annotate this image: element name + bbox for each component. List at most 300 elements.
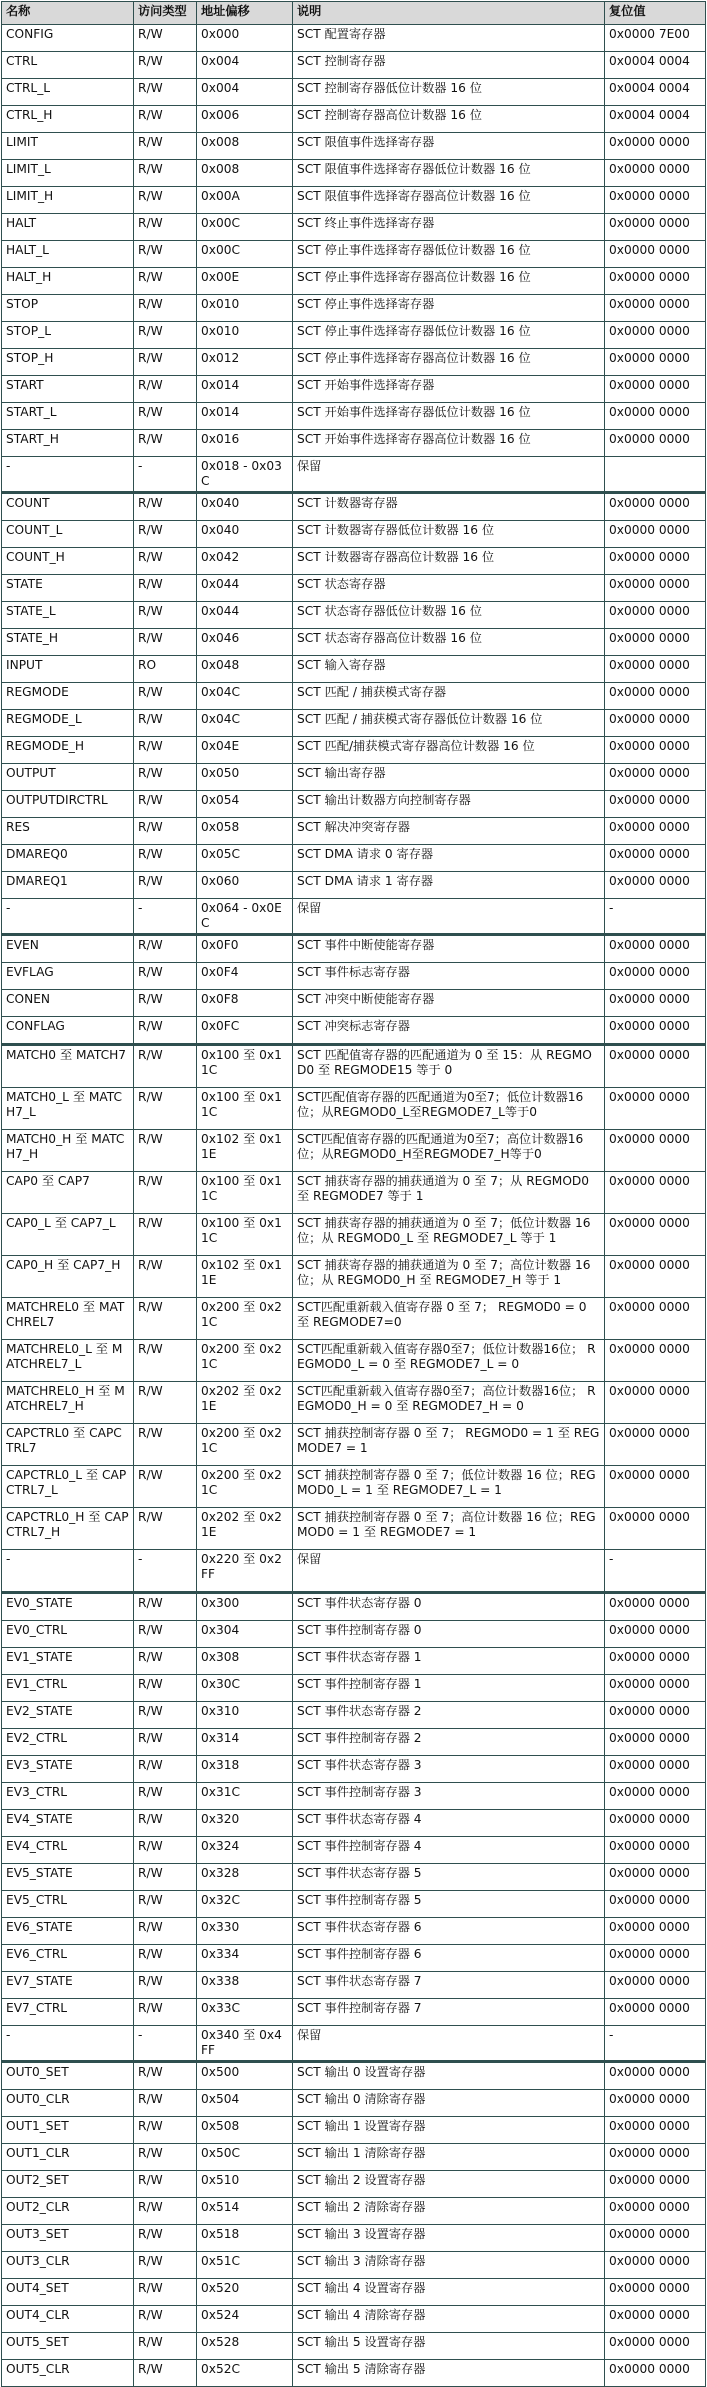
access-type-cell: R/W: [134, 737, 197, 764]
address-offset-cell: 0x054: [197, 791, 293, 818]
address-offset-cell: 0x044: [197, 575, 293, 602]
reset-value-cell: 0x0000 0000: [605, 1972, 706, 1999]
description-cell: 保留: [293, 1550, 605, 1593]
register-name-cell: CAP0_L 至 CAP7_L: [2, 1214, 134, 1256]
table-row: [2, 1593, 706, 1621]
table-row: [2, 2279, 706, 2306]
access-type-cell: R/W: [134, 1508, 197, 1550]
reset-value-cell: 0x0000 0000: [605, 322, 706, 349]
address-offset-cell: 0x04C: [197, 710, 293, 737]
register-name-cell: CTRL_L: [2, 79, 134, 106]
access-type-cell: R/W: [134, 1648, 197, 1675]
register-name-cell: EVFLAG: [2, 963, 134, 990]
table-row: [2, 818, 706, 845]
register-name-cell: CONEN: [2, 990, 134, 1017]
address-offset-cell: 0x04E: [197, 737, 293, 764]
reset-value-cell: 0x0000 0000: [605, 1340, 706, 1382]
address-offset-cell: 0x200 至 0x21C: [197, 1424, 293, 1466]
table-row: [2, 990, 706, 1017]
table-row: [2, 1810, 706, 1837]
access-type-cell: R/W: [134, 791, 197, 818]
address-offset-cell: 0x200 至 0x21C: [197, 1466, 293, 1508]
table-row: [2, 133, 706, 160]
description-cell: SCT 冲突中断使能寄存器: [293, 990, 605, 1017]
description-cell: SCT 匹配值寄存器的匹配通道为 0 至 15：从 REGMOD0 至 REGMODE15 等于 0: [293, 1045, 605, 1088]
access-type-cell: R/W: [134, 160, 197, 187]
address-offset-cell: 0x30C: [197, 1675, 293, 1702]
table-row: [2, 295, 706, 322]
address-offset-cell: 0x008: [197, 133, 293, 160]
table-header: [2, 2, 706, 25]
reset-value-cell: 0x0000 0000: [605, 1621, 706, 1648]
register-name-cell: CAPCTRL0_L 至 CAPCTRL7_L: [2, 1466, 134, 1508]
description-cell: SCT 配置寄存器: [293, 25, 605, 52]
access-type-cell: R/W: [134, 602, 197, 629]
access-type-cell: R/W: [134, 493, 197, 521]
address-offset-cell: 0x52C: [197, 2360, 293, 2387]
access-type-cell: R/W: [134, 1382, 197, 1424]
table-row: [2, 548, 706, 575]
table-row: [2, 2090, 706, 2117]
access-type-cell: R/W: [134, 2252, 197, 2279]
reset-value-cell: 0x0000 0000: [605, 1045, 706, 1088]
table-row: [2, 1972, 706, 1999]
address-offset-cell: 0x51C: [197, 2252, 293, 2279]
access-type-cell: R/W: [134, 52, 197, 79]
address-offset-cell: 0x004: [197, 79, 293, 106]
table-row: [2, 1340, 706, 1382]
register-name-cell: EV3_CTRL: [2, 1783, 134, 1810]
table-row: [2, 683, 706, 710]
address-offset-cell: 0x200 至 0x21C: [197, 1340, 293, 1382]
access-type-cell: R/W: [134, 133, 197, 160]
address-offset-cell: 0x50C: [197, 2144, 293, 2171]
description-cell: SCT 捕获寄存器的捕获通道为 0 至 7；从 REGMOD0 至 REGMODE7 等于 1: [293, 1172, 605, 1214]
description-cell: SCT 事件状态寄存器 2: [293, 1702, 605, 1729]
register-name-cell: OUT1_SET: [2, 2117, 134, 2144]
table-row: [2, 1017, 706, 1045]
address-offset-cell: 0x33C: [197, 1999, 293, 2026]
reset-value-cell: 0x0000 0000: [605, 1017, 706, 1045]
reset-value-cell: 0x0000 0000: [605, 548, 706, 575]
description-cell: SCT 输入寄存器: [293, 656, 605, 683]
table-row: [2, 1891, 706, 1918]
access-type-cell: R/W: [134, 963, 197, 990]
access-type-cell: R/W: [134, 575, 197, 602]
access-type-cell: R/W: [134, 1999, 197, 2026]
description-cell: SCT 停止事件选择寄存器低位计数器 16 位: [293, 241, 605, 268]
reset-value-cell: 0x0000 0000: [605, 1729, 706, 1756]
description-cell: SCT 事件状态寄存器 5: [293, 1864, 605, 1891]
register-name-cell: OUT0_SET: [2, 2062, 134, 2090]
table-row: [2, 899, 706, 935]
reset-value-cell: 0x0000 0000: [605, 872, 706, 899]
address-offset-cell: 0x010: [197, 295, 293, 322]
address-offset-cell: 0x200 至 0x21C: [197, 1298, 293, 1340]
description-cell: SCT 停止事件选择寄存器低位计数器 16 位: [293, 322, 605, 349]
reset-value-cell: 0x0000 0000: [605, 1999, 706, 2026]
description-cell: SCT 匹配/捕获模式寄存器高位计数器 16 位: [293, 737, 605, 764]
table-row: [2, 872, 706, 899]
description-cell: SCT 输出 0 设置寄存器: [293, 2062, 605, 2090]
table-row: [2, 2360, 706, 2387]
address-offset-cell: 0x040: [197, 521, 293, 548]
register-name-cell: EV2_STATE: [2, 1702, 134, 1729]
register-name-cell: OUT5_CLR: [2, 2360, 134, 2387]
access-type-cell: R/W: [134, 2198, 197, 2225]
register-name-cell: EV5_CTRL: [2, 1891, 134, 1918]
reset-value-cell: 0x0000 0000: [605, 1382, 706, 1424]
table-row: [2, 2144, 706, 2171]
reset-value-cell: 0x0000 0000: [605, 2333, 706, 2360]
access-type-cell: R/W: [134, 403, 197, 430]
access-type-cell: R/W: [134, 2306, 197, 2333]
access-type-cell: R/W: [134, 376, 197, 403]
description-cell: SCT 事件状态寄存器 0: [293, 1593, 605, 1621]
access-type-cell: R/W: [134, 1172, 197, 1214]
description-cell: SCT 停止事件选择寄存器高位计数器 16 位: [293, 349, 605, 376]
table-row: [2, 52, 706, 79]
register-name-cell: MATCHREL0_L 至 MATCHREL7_L: [2, 1340, 134, 1382]
description-cell: SCT 事件状态寄存器 1: [293, 1648, 605, 1675]
register-name-cell: OUT3_CLR: [2, 2252, 134, 2279]
address-offset-cell: 0x304: [197, 1621, 293, 1648]
access-type-cell: R/W: [134, 106, 197, 133]
table-row: [2, 1756, 706, 1783]
reset-value-cell: 0x0000 0000: [605, 575, 706, 602]
table-row: [2, 2117, 706, 2144]
reset-value-cell: 0x0000 0000: [605, 295, 706, 322]
address-offset-cell: 0x31C: [197, 1783, 293, 1810]
register-name-cell: MATCH0_L 至 MATCH7_L: [2, 1088, 134, 1130]
reset-value-cell: 0x0000 0000: [605, 1918, 706, 1945]
address-offset-cell: 0x314: [197, 1729, 293, 1756]
address-offset-cell: 0x524: [197, 2306, 293, 2333]
reset-value-cell: 0x0000 0000: [605, 710, 706, 737]
address-offset-cell: 0x100 至 0x11C: [197, 1214, 293, 1256]
description-cell: SCT 事件状态寄存器 3: [293, 1756, 605, 1783]
reset-value-cell: 0x0000 0000: [605, 2360, 706, 2387]
reset-value-cell: 0x0000 0000: [605, 160, 706, 187]
address-offset-cell: 0x320: [197, 1810, 293, 1837]
address-offset-cell: 0x520: [197, 2279, 293, 2306]
access-type-cell: R/W: [134, 818, 197, 845]
register-name-cell: OUT2_CLR: [2, 2198, 134, 2225]
register-name-cell: EV1_CTRL: [2, 1675, 134, 1702]
address-offset-cell: 0x334: [197, 1945, 293, 1972]
register-name-cell: EV7_STATE: [2, 1972, 134, 1999]
access-type-cell: R/W: [134, 1130, 197, 1172]
description-cell: SCT 捕获寄存器的捕获通道为 0 至 7；低位计数器 16 位；从 REGMOD0_L 至 REGMODE7_L 等于 1: [293, 1214, 605, 1256]
access-type-cell: R/W: [134, 683, 197, 710]
table-row: [2, 963, 706, 990]
access-type-cell: R/W: [134, 764, 197, 791]
reset-value-cell: 0x0000 0000: [605, 1593, 706, 1621]
access-type-cell: R/W: [134, 2117, 197, 2144]
address-offset-cell: 0x300: [197, 1593, 293, 1621]
table-row: [2, 430, 706, 457]
address-offset-cell: 0x32C: [197, 1891, 293, 1918]
reset-value-cell: 0x0000 0000: [605, 521, 706, 548]
description-cell: SCT 限值事件选择寄存器: [293, 133, 605, 160]
access-type-cell: R/W: [134, 322, 197, 349]
address-offset-cell: 0x0F8: [197, 990, 293, 1017]
table-row: [2, 1382, 706, 1424]
register-name-cell: LIMIT_L: [2, 160, 134, 187]
reset-value-cell: 0x0000 0000: [605, 2252, 706, 2279]
table-row: [2, 845, 706, 872]
reset-value-cell: 0x0000 0000: [605, 2306, 706, 2333]
description-cell: SCT 事件中断使能寄存器: [293, 935, 605, 963]
register-name-cell: REGMODE_H: [2, 737, 134, 764]
access-type-cell: R/W: [134, 935, 197, 963]
register-name-cell: INPUT: [2, 656, 134, 683]
reset-value-cell: 0x0000 0000: [605, 1648, 706, 1675]
description-cell: SCT DMA 请求 0 寄存器: [293, 845, 605, 872]
access-type-cell: R/W: [134, 1864, 197, 1891]
register-name-cell: STOP_L: [2, 322, 134, 349]
access-type-cell: R/W: [134, 1756, 197, 1783]
register-name-cell: COUNT: [2, 493, 134, 521]
table-row: [2, 1648, 706, 1675]
address-offset-cell: 0x0F0: [197, 935, 293, 963]
address-offset-cell: 0x100 至 0x11C: [197, 1088, 293, 1130]
table-row: [2, 1088, 706, 1130]
access-type-cell: R/W: [134, 187, 197, 214]
address-offset-cell: 0x000: [197, 25, 293, 52]
description-cell: SCT 状态寄存器: [293, 575, 605, 602]
reset-value-cell: 0x0000 0000: [605, 2062, 706, 2090]
table-row: [2, 241, 706, 268]
reset-value-cell: 0x0000 0000: [605, 214, 706, 241]
register-name-cell: EV0_STATE: [2, 1593, 134, 1621]
description-cell: SCT 事件控制寄存器 2: [293, 1729, 605, 1756]
access-type-cell: R/W: [134, 79, 197, 106]
register-name-cell: CAP0_H 至 CAP7_H: [2, 1256, 134, 1298]
description-cell: SCT 状态寄存器低位计数器 16 位: [293, 602, 605, 629]
reset-value-cell: 0x0000 0000: [605, 1675, 706, 1702]
description-cell: SCT 捕获控制寄存器 0 至 7； REGMOD0 = 1 至 REGMODE7 = 1: [293, 1424, 605, 1466]
description-cell: SCT 输出计数器方向控制寄存器: [293, 791, 605, 818]
register-name-cell: OUT4_CLR: [2, 2306, 134, 2333]
register-name-cell: HALT_L: [2, 241, 134, 268]
access-type-cell: R/W: [134, 1702, 197, 1729]
description-cell: SCT 捕获寄存器的捕获通道为 0 至 7；高位计数器 16 位；从 REGMOD0_H 至 REGMODE7_H 等于 1: [293, 1256, 605, 1298]
description-cell: SCT 解决冲突寄存器: [293, 818, 605, 845]
reset-value-cell: -: [605, 899, 706, 935]
register-name-cell: EV7_CTRL: [2, 1999, 134, 2026]
register-name-cell: -: [2, 899, 134, 935]
access-type-cell: R/W: [134, 845, 197, 872]
address-offset-cell: 0x014: [197, 376, 293, 403]
address-offset-cell: 0x504: [197, 2090, 293, 2117]
access-type-cell: R/W: [134, 1945, 197, 1972]
reset-value-cell: 0x0000 0000: [605, 133, 706, 160]
description-cell: SCT 输出 1 清除寄存器: [293, 2144, 605, 2171]
register-name-cell: EV3_STATE: [2, 1756, 134, 1783]
register-name-cell: STOP_H: [2, 349, 134, 376]
access-type-cell: R/W: [134, 1045, 197, 1088]
reset-value-cell: 0x0000 0000: [605, 1756, 706, 1783]
reset-value-cell: 0x0000 0000: [605, 764, 706, 791]
register-name-cell: STATE_H: [2, 629, 134, 656]
address-offset-cell: 0x308: [197, 1648, 293, 1675]
table-row: [2, 656, 706, 683]
address-offset-cell: 0x040: [197, 493, 293, 521]
description-cell: SCT 输出 0 清除寄存器: [293, 2090, 605, 2117]
description-cell: SCT 捕获控制寄存器 0 至 7；高位计数器 16 位；REGMOD0 = 1 至 REGMODE7 = 1: [293, 1508, 605, 1550]
description-cell: SCT匹配重新载入值寄存器0至7；高位计数器16位； REGMOD0_H = 0 至 REGMODE7_H = 0: [293, 1382, 605, 1424]
description-cell: SCT 输出 1 设置寄存器: [293, 2117, 605, 2144]
description-cell: SCT 终止事件选择寄存器: [293, 214, 605, 241]
register-name-cell: LIMIT: [2, 133, 134, 160]
description-cell: SCT 事件状态寄存器 7: [293, 1972, 605, 1999]
reset-value-cell: 0x0000 0000: [605, 602, 706, 629]
register-name-cell: MATCH0 至 MATCH7: [2, 1045, 134, 1088]
table-row: [2, 349, 706, 376]
address-offset-cell: 0x060: [197, 872, 293, 899]
description-cell: SCT 输出 5 设置寄存器: [293, 2333, 605, 2360]
access-type-cell: R/W: [134, 1810, 197, 1837]
address-offset-cell: 0x328: [197, 1864, 293, 1891]
table-row: [2, 935, 706, 963]
register-name-cell: DMAREQ1: [2, 872, 134, 899]
address-offset-cell: 0x324: [197, 1837, 293, 1864]
reset-value-cell: 0x0000 0000: [605, 845, 706, 872]
description-cell: SCT 冲突标志寄存器: [293, 1017, 605, 1045]
address-offset-cell: 0x010: [197, 322, 293, 349]
access-type-cell: R/W: [134, 1017, 197, 1045]
register-name-cell: OUT3_SET: [2, 2225, 134, 2252]
reset-value-cell: 0x0000 0000: [605, 2171, 706, 2198]
description-cell: SCT 事件控制寄存器 3: [293, 1783, 605, 1810]
table-body: [2, 25, 706, 2387]
access-type-cell: R/W: [134, 1256, 197, 1298]
reset-value-cell: 0x0004 0004: [605, 79, 706, 106]
register-name-cell: OUT0_CLR: [2, 2090, 134, 2117]
access-type-cell: R/W: [134, 2062, 197, 2090]
table-row: [2, 791, 706, 818]
access-type-cell: R/W: [134, 2333, 197, 2360]
description-cell: SCT 控制寄存器: [293, 52, 605, 79]
address-offset-cell: 0x510: [197, 2171, 293, 2198]
reset-value-cell: 0x0000 0000: [605, 1702, 706, 1729]
address-offset-cell: 0x102 至 0x11E: [197, 1256, 293, 1298]
table-row: [2, 764, 706, 791]
address-offset-cell: 0x00A: [197, 187, 293, 214]
register-name-cell: START_H: [2, 430, 134, 457]
description-cell: SCT 事件控制寄存器 0: [293, 1621, 605, 1648]
access-type-cell: R/W: [134, 1088, 197, 1130]
reset-value-cell: 0x0000 0000: [605, 1945, 706, 1972]
table-row: [2, 1702, 706, 1729]
address-offset-cell: 0x044: [197, 602, 293, 629]
reset-value-cell: 0x0000 0000: [605, 187, 706, 214]
address-offset-cell: 0x500: [197, 2062, 293, 2090]
description-cell: SCT 事件控制寄存器 6: [293, 1945, 605, 1972]
table-row: [2, 106, 706, 133]
register-name-cell: LIMIT_H: [2, 187, 134, 214]
access-type-cell: -: [134, 899, 197, 935]
description-cell: SCT 控制寄存器低位计数器 16 位: [293, 79, 605, 106]
table-row: [2, 1298, 706, 1340]
access-type-cell: R/W: [134, 1214, 197, 1256]
description-cell: SCT 开始事件选择寄存器高位计数器 16 位: [293, 430, 605, 457]
table-row: [2, 1945, 706, 1972]
reset-value-cell: 0x0000 0000: [605, 493, 706, 521]
register-name-cell: MATCH0_H 至 MATCH7_H: [2, 1130, 134, 1172]
register-name-cell: COUNT_L: [2, 521, 134, 548]
description-cell: SCT 计数器寄存器: [293, 493, 605, 521]
table-row: [2, 493, 706, 521]
table-row: [2, 1999, 706, 2026]
table-row: [2, 79, 706, 106]
reset-value-cell: 0x0000 0000: [605, 935, 706, 963]
table-row: [2, 2062, 706, 2090]
description-cell: SCT匹配重新载入值寄存器 0 至 7； REGMOD0 = 0 至 REGMODE7=0: [293, 1298, 605, 1340]
table-row: [2, 1918, 706, 1945]
address-offset-cell: 0x042: [197, 548, 293, 575]
address-offset-cell: 0x0FC: [197, 1017, 293, 1045]
table-row: [2, 2333, 706, 2360]
table-row: [2, 602, 706, 629]
address-offset-cell: 0x046: [197, 629, 293, 656]
register-name-cell: -: [2, 457, 134, 493]
address-offset-cell: 0x064 - 0x0EC: [197, 899, 293, 935]
register-name-cell: EV0_CTRL: [2, 1621, 134, 1648]
reset-value-cell: 0x0000 0000: [605, 990, 706, 1017]
table-row: [2, 1256, 706, 1298]
table-row: [2, 1130, 706, 1172]
address-offset-cell: 0x050: [197, 764, 293, 791]
address-offset-cell: 0x100 至 0x11C: [197, 1172, 293, 1214]
table-row: [2, 1864, 706, 1891]
access-type-cell: -: [134, 1550, 197, 1593]
address-offset-cell: 0x202 至 0x21E: [197, 1382, 293, 1424]
table-row: [2, 25, 706, 52]
address-offset-cell: 0x004: [197, 52, 293, 79]
register-name-cell: OUT4_SET: [2, 2279, 134, 2306]
address-offset-cell: 0x528: [197, 2333, 293, 2360]
register-name-cell: EV6_CTRL: [2, 1945, 134, 1972]
description-cell: SCT匹配值寄存器的匹配通道为0至7；高位计数器16位；从REGMOD0_H至REGMODE7_H等于0: [293, 1130, 605, 1172]
register-name-cell: OUT2_SET: [2, 2171, 134, 2198]
table-row: [2, 1621, 706, 1648]
address-offset-cell: 0x05C: [197, 845, 293, 872]
table-row: [2, 2252, 706, 2279]
reset-value-cell: 0x0004 0004: [605, 52, 706, 79]
register-name-cell: HALT: [2, 214, 134, 241]
table-row: [2, 160, 706, 187]
reset-value-cell: 0x0000 0000: [605, 1864, 706, 1891]
table-row: [2, 322, 706, 349]
register-name-cell: CAP0 至 CAP7: [2, 1172, 134, 1214]
reset-value-cell: 0x0000 0000: [605, 403, 706, 430]
description-cell: SCT 状态寄存器高位计数器 16 位: [293, 629, 605, 656]
address-offset-cell: 0x310: [197, 1702, 293, 1729]
description-cell: SCT 事件标志寄存器: [293, 963, 605, 990]
access-type-cell: R/W: [134, 1466, 197, 1508]
access-type-cell: R/W: [134, 2279, 197, 2306]
description-cell: SCT 输出 4 清除寄存器: [293, 2306, 605, 2333]
address-offset-cell: 0x006: [197, 106, 293, 133]
access-type-cell: R/W: [134, 349, 197, 376]
register-name-cell: OUTPUTDIRCTRL: [2, 791, 134, 818]
register-name-cell: OUTPUT: [2, 764, 134, 791]
register-name-cell: CONFLAG: [2, 1017, 134, 1045]
access-type-cell: R/W: [134, 2225, 197, 2252]
access-type-cell: R/W: [134, 1918, 197, 1945]
